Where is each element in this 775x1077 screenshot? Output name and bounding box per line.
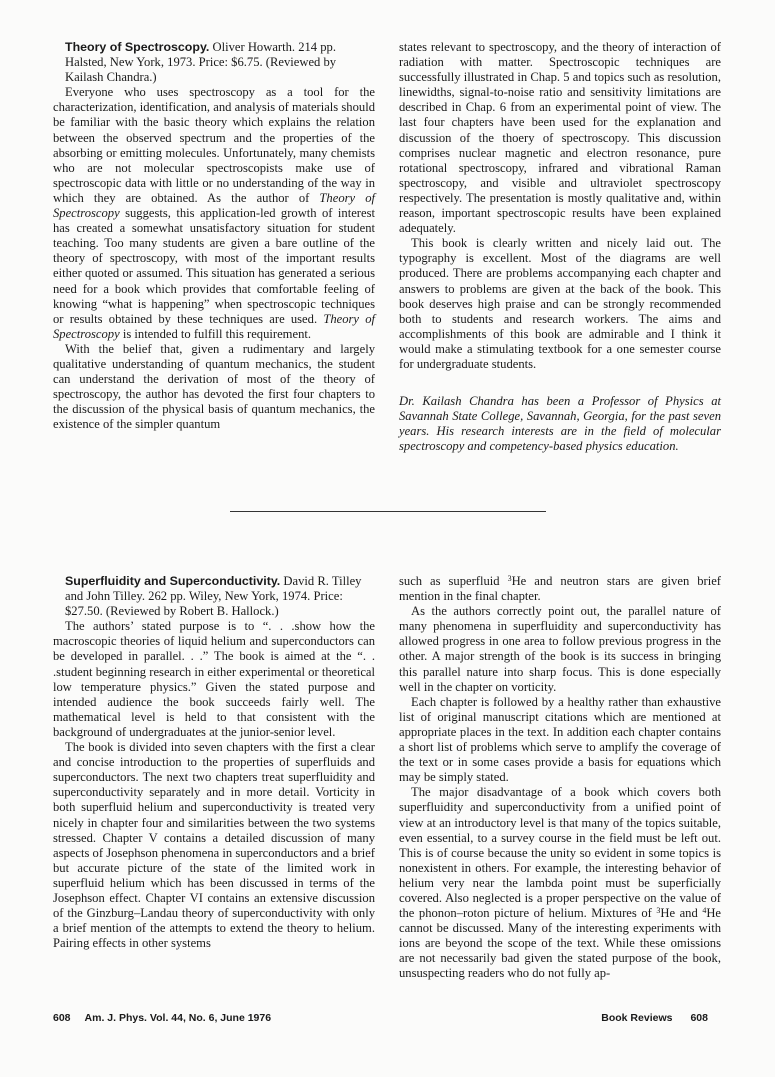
book-title-italic: Theory of Spectroscopy [53,190,375,221]
review1-title: Theory of Spectroscopy. [65,40,210,54]
review1-paragraph-1: Everyone who uses spectroscopy as a tool for the characterization, identification, and analysis of materials should be familiar with the basic theory which explains the relation between the observed spectrum and the properties of the absorbing or emitting molecules. Unfortunately, many chemists who are not molecular spectroscopists make use of spectroscopic data with little or no understanding of the way in which they are obtained. As the author of Theory of Spectroscopy suggests, this application-led growth of interest has created a somewhat unsatisfactory situation for student teaching. Too many students are given a bare outline of the theory of spectroscopy, with most of the important results either quoted or assumed. This situation has generated a serious need for a book which provides that comfortable feeling of knowing “what is happening” when spectroscopic techniques or results obtained by these techniques are used. Theory of Spectroscopy is intended to fulfill this requirement. [53,85,376,341]
review1-paragraph-2-continued: states relevant to spectroscopy, and the theory of interaction of radiation with matter. Spectroscopic techniques are successfully illustrated in Chap. 5 and topics such as resolution, linewidths, signal-to-noise ratio and sensitivity limitations are described in Chap. 6 from an experimental point of view. The last four chapters have been used for the explanation and discussion of the thoery of spectroscopy. This discussion comprises nuclear magnetic and electron resonance, pure rotational spectroscopy, infrared and vibrational Raman spectroscopy, and visible and ultraviolet spectroscopy respectively. The presentation is mostly qualitative and, within reason, important spectroscopic results have been explained adequately. [399,40,721,236]
reviewer-bio-text: Dr. Kailash Chandra has been a Professor of Physics at Savannah State College, Savannah, Georgia, for the past seven years. His research interests are in the field of molecular spectroscopy and competency-based physics education. [399,394,721,454]
review2-paragraph-2-continued: such as superfluid $^3$He and neutron stars are given brief mention in the final chapter. [399,574,721,604]
review2-paragraph-2: The book is divided into seven chapters with the first a clear and concise introduction to the properties of superfluids and superconductors. The next two chapters treat superfluidity and superconductivity separately and in more detail. Vorticity in both superfluid helium and superconductivity is treated very nicely in chapter four and similarities between the two systems stressed. Chapter V contains a detailed discussion of many aspects of Josephson phenomena in superconductors and a brief but accurate picture of the state of the limited work in superfluid helium which has been discussed in terms of the Josephson effect. Chapter VI contains an extensive discussion of the Ginzburg–Landau theory of superconductivity with only a brief mention of the attempts to extend the theory to helium. Pairing effects in other systems [53,740,375,951]
footer-page-number-left: 608 [53,1012,71,1024]
section-divider [230,511,546,512]
book-title-italic: Theory of Spectroscopy [53,311,376,341]
review1-right-column [399,40,721,454]
review2-left-column [53,574,375,951]
review1-paragraph-3: This book is clearly written and nicely laid out. The typography is excellent. Most of the diagrams are well produced. There are problems accompanying each chapter and answers to problems are given at the back of the book. This book deserves high praise and can be strongly recommended both to students and research workers. The aims and accomplishments of this book are admirable and I think it would make a stimulating textbook for a one semester course for undergraduate students. [399,236,721,371]
footer-journal-citation: Am. J. Phys. Vol. 44, No. 6, June 1976 [84,1012,272,1024]
review1-left-column [53,40,375,432]
review1-bibliographic: Oliver Howarth. 214 pp. Halsted, New York, 1973. Price: $6.75. (Reviewed by Kailash Chandra.) [65,40,337,85]
review2-heading [53,574,375,619]
review2-right-column [399,574,721,982]
review2-paragraph-1: The authors’ stated purpose is to “. . .show how the macroscopic theories of liquid helium and superconductors can be developed in parallel. . .” The book is aimed at the “. . .student beginning research in either experimental or theoretical low temperature physics.” Given the stated purpose and intended audience the book succeeds fairly well. The mathematical level is held to that consistent with the background of undergraduates at the junior-senior level. [53,619,375,739]
reviewer-bio [399,394,721,454]
review1-heading [53,40,375,85]
review2-paragraph-4: Each chapter is followed by a healthy rather than exhaustive list of original manuscript citations which are mentioned at appropriate places in the text. In addition each chapter contains a short list of problems which serve to amplify the coverage of the text or in some cases provide a basis for equations which may be simply stated. [399,694,721,785]
footer-right [601,1012,708,1024]
review2-title: Superfluidity and Superconductivity. [65,574,281,588]
review2-bibliographic: David R. Tilley and John Tilley. 262 pp. Wiley, New York, 1974. Price: $27.50. (Reviewed by Robert B. Hallock.) [65,574,362,619]
review1-paragraph-2: With the belief that, given a rudimentary and largely qualitative understanding of quantum mechanics, the student can understand the derivation of most of the theory of spectroscopy, the author has devoted the first four chapters to the discussion of the physical basis of quantum mechanics, the existence of the simpler quantum [53,341,375,432]
footer-left [53,1012,271,1024]
review2-paragraph-3: As the authors correctly point out, the parallel nature of many phenomena in superfluidity and superconductivity has allowed progress in one area to follow previous progress in the other. A major strength of the book is its success in bringing this parallel nature into sharp focus. This is done especially well in the chapter on vorticity. [399,604,721,694]
review2-paragraph-5: The major disadvantage of a book which covers both superfluidity and superconductivity from a unified point of view at an introductory level is that many of the topics suitable, even essential, to a survey course in the field must be left out. This is of course because the unity so evident in some topics is nonexistent in others. For example, the interesting behavior of helium very near the lambda point must be superficially covered. Also neglected is a proper perspective on the value of the phonon–roton picture of helium. Mixtures of $^3$He and $^4$He cannot be discussed. Many of the interesting experiments with ions are beyond the scope of the text. While these omissions are not necessarily bad given the stated purpose of the book, unsuspecting readers who do not fully ap- [399,785,721,981]
footer-section-name: Book Reviews [601,1012,673,1024]
footer-page-number-right: 608 [690,1012,708,1024]
